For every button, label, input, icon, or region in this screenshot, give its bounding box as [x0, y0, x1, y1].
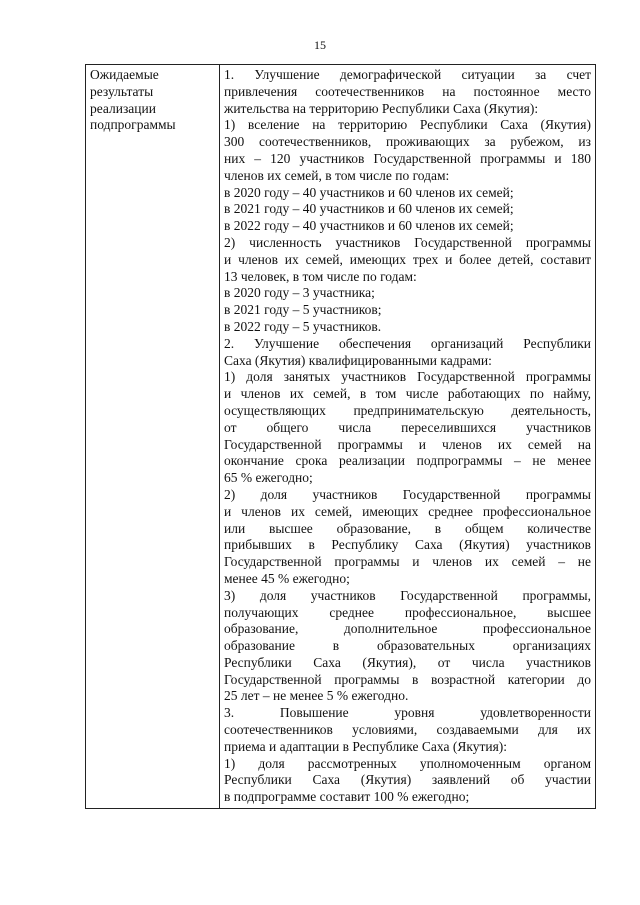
content-line: них – 120 участников Государственной программы и 180	[224, 150, 591, 166]
content-line: Саха (Якутия) квалифицированными кадрами:	[224, 352, 492, 368]
content-line: 25 лет – не менее 5 % ежегодно.	[224, 688, 409, 704]
content-line: членов их семей, в том числе по годам:	[224, 167, 450, 183]
content-line: 2. Улучшение обеспечения организаций Республики	[224, 335, 591, 351]
content-line: в 2022 году – 40 участников и 60 членов их семей;	[224, 218, 514, 234]
label-line: подпрограммы	[90, 117, 176, 133]
content-line: 13 человек, в том числе по годам:	[224, 268, 417, 284]
label-line: реализации	[90, 100, 156, 116]
content-line: в 2021 году – 40 участников и 60 членов их семей;	[224, 201, 514, 217]
content-line: в 2022 году – 5 участников.	[224, 318, 382, 334]
content-line: и членов их семей, имеющих трех и более детей, составит	[224, 251, 591, 267]
content-line: окончание срока реализации подпрограммы – не менее	[224, 453, 591, 469]
content-line: Государственной программы и членов их семей на	[224, 436, 591, 452]
content-line: 1) вселение на территорию Республики Саха (Якутия)	[224, 117, 591, 133]
content-line: Государственной программы и членов их семей – не	[224, 554, 591, 570]
content-line: 3. Повышение уровня удовлетворенности	[224, 705, 591, 721]
content-line: или высшее образование, в общем количестве	[224, 520, 591, 536]
content-line: 300 соотечественников, проживающих за рубежом, из	[224, 134, 591, 150]
content-lines	[224, 67, 591, 806]
content-line: 1. Улучшение демографической ситуации за счет	[224, 67, 591, 82]
content-line: 2) численность участников Государственной программы	[224, 234, 591, 250]
table-row	[86, 65, 596, 809]
content-line: привлечения соотечественников на постоянное место	[224, 83, 591, 99]
results-table	[85, 64, 596, 809]
label-line: результаты	[90, 83, 154, 99]
label-lines	[90, 67, 215, 134]
content-line: Республики Саха (Якутия) заявлений об участии	[224, 772, 591, 788]
content-line: образование в образовательных организациях	[224, 638, 591, 654]
content-line: 1) доля занятых участников Государственной программы	[224, 369, 591, 385]
content-line: 3) доля участников Государственной программы,	[224, 587, 591, 603]
content-line: в 2020 году – 3 участника;	[224, 285, 375, 301]
content-line: прибывших в Республику Саха (Якутия) участников	[224, 537, 591, 553]
content-line: 65 % ежегодно;	[224, 470, 313, 486]
content-line: в 2020 году – 40 участников и 60 членов их семей;	[224, 184, 514, 200]
content-line: от общего числа переселившихся участников	[224, 419, 591, 435]
content-line: и членов их семей, в том числе работающих по найму,	[224, 386, 591, 402]
content-line: 2) доля участников Государственной программы	[224, 486, 591, 502]
content-line: соотечественников условиями, создаваемыми для их	[224, 722, 591, 738]
content-line: осуществляющих предпринимательскую деятельность,	[224, 402, 591, 418]
content-line: Республики Саха (Якутия), от числа участников	[224, 654, 591, 670]
label-line: Ожидаемые	[90, 67, 159, 82]
content-line: получающих среднее профессиональное, высшее	[224, 604, 591, 620]
content-line: приема и адаптации в Республике Саха (Якутия):	[224, 738, 508, 754]
label-cell	[86, 65, 220, 809]
content-line: 1) доля рассмотренных уполномоченным органом	[224, 755, 591, 771]
content-line: образование, дополнительное профессиональное	[224, 621, 591, 637]
content-cell	[220, 65, 596, 809]
page-number: 15	[314, 38, 326, 52]
content-line: Государственной программы в возрастной категории до	[224, 671, 591, 687]
content-line: в подпрограмме составит 100 % ежегодно;	[224, 789, 470, 805]
content-line: и членов их семей, имеющих среднее профессиональное	[224, 503, 591, 519]
content-line: менее 45 % ежегодно;	[224, 570, 350, 586]
content-line: жительства на территорию Республики Саха (Якутия):	[224, 100, 539, 116]
content-line: в 2021 году – 5 участников;	[224, 302, 382, 318]
